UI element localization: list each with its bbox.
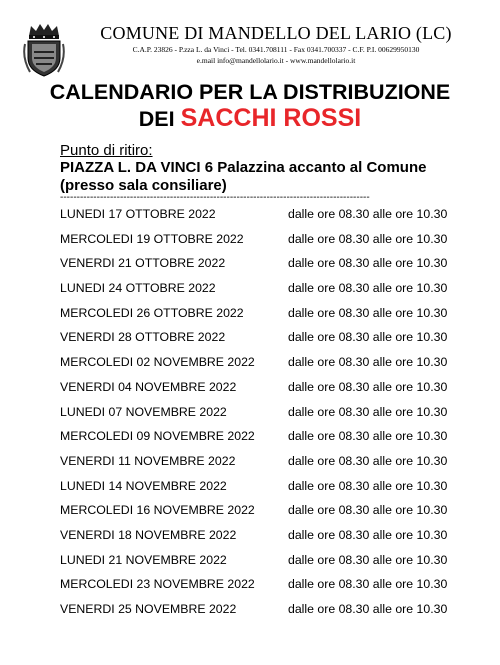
schedule-hours: dalle ore 08.30 alle ore 10.30 <box>288 404 448 419</box>
schedule-hours: dalle ore 08.30 alle ore 10.30 <box>288 231 448 246</box>
schedule-row <box>0 479 500 504</box>
schedule-date: VENERDI 25 NOVEMBRE 2022 <box>60 602 237 616</box>
schedule-date: LUNEDI 21 NOVEMBRE 2022 <box>60 552 227 567</box>
schedule-date: MERCOLEDI 19 OTTOBRE 2022 <box>60 231 244 246</box>
municipality-name: COMUNE DI MANDELLO DEL LARIO (LC) <box>100 23 452 43</box>
schedule-hours: dalle ore 08.30 alle ore 10.30 <box>288 453 448 468</box>
schedule-date: VENERDI 28 OTTOBRE 2022 <box>60 330 226 345</box>
schedule-row <box>0 553 500 578</box>
schedule-hours: dalle ore 08.30 alle ore 10.30 <box>288 577 448 592</box>
schedule-date: LUNEDI 14 NOVEMBRE 2022 <box>60 478 227 493</box>
schedule-row <box>0 528 500 553</box>
schedule-row <box>0 429 500 454</box>
schedule-row <box>0 256 500 281</box>
document-title-line-1: CALENDARIO PER LA DISTRIBUZIONE <box>49 80 451 104</box>
schedule-hours: dalle ore 08.30 alle ore 10.30 <box>288 503 448 518</box>
title-prefix: DEI <box>138 107 181 131</box>
title-highlight: SACCHI ROSSI <box>180 104 362 132</box>
schedule-row <box>0 602 500 627</box>
schedule-date: VENERDI 11 NOVEMBRE 2022 <box>60 453 236 468</box>
schedule-date: MERCOLEDI 09 NOVEMBRE 2022 <box>60 429 255 444</box>
schedule-hours: dalle ore 08.30 alle ore 10.30 <box>288 602 448 616</box>
schedule-row <box>0 281 500 306</box>
pickup-point-label: Punto di ritiro: <box>60 142 153 159</box>
schedule-hours: dalle ore 08.30 alle ore 10.30 <box>288 429 448 444</box>
schedule-date: VENERDI 21 OTTOBRE 2022 <box>60 256 226 271</box>
dashed-separator: --------------------------------------------------------------------------------------------- <box>60 193 370 203</box>
schedule-hours: dalle ore 08.30 alle ore 10.30 <box>288 478 448 493</box>
schedule-row <box>0 355 500 380</box>
contact-address-line: C.A.P. 23826 - P.zza L. da Vinci - Tel. 0341.708111 - Fax 0341.700337 - C.F. P.I. 00629950130 <box>132 45 420 54</box>
schedule-hours: dalle ore 08.30 alle ore 10.30 <box>288 527 448 542</box>
schedule-date: VENERDI 04 NOVEMBRE 2022 <box>60 379 237 394</box>
distribution-schedule <box>0 207 500 627</box>
schedule-date: LUNEDI 07 NOVEMBRE 2022 <box>60 404 227 419</box>
schedule-hours: dalle ore 08.30 alle ore 10.30 <box>288 305 448 320</box>
schedule-hours: dalle ore 08.30 alle ore 10.30 <box>288 281 448 296</box>
schedule-date: MERCOLEDI 02 NOVEMBRE 2022 <box>60 355 255 370</box>
schedule-row <box>0 405 500 430</box>
schedule-date: LUNEDI 24 OTTOBRE 2022 <box>60 281 216 296</box>
schedule-hours: dalle ore 08.30 alle ore 10.30 <box>288 355 448 370</box>
coat-of-arms-icon <box>22 22 66 78</box>
schedule-row <box>0 454 500 479</box>
pickup-point-address: PIAZZA L. DA VINCI 6 Palazzina accanto al Comune (presso sala consiliare) <box>60 159 427 194</box>
schedule-hours: dalle ore 08.30 alle ore 10.30 <box>288 330 448 345</box>
schedule-date: MERCOLEDI 26 OTTOBRE 2022 <box>60 305 244 320</box>
schedule-row <box>0 207 500 232</box>
schedule-row <box>0 380 500 405</box>
contact-email-line: e.mail info@mandellolario.it - www.mandellolario.it <box>196 56 356 65</box>
schedule-row <box>0 577 500 602</box>
schedule-date: VENERDI 18 NOVEMBRE 2022 <box>60 527 237 542</box>
schedule-date: MERCOLEDI 23 NOVEMBRE 2022 <box>60 577 255 592</box>
schedule-row <box>0 330 500 355</box>
schedule-row <box>0 503 500 528</box>
schedule-hours: dalle ore 08.30 alle ore 10.30 <box>288 256 448 271</box>
schedule-row <box>0 232 500 257</box>
document-title-line-2 <box>0 103 500 134</box>
schedule-date: LUNEDI 17 OTTOBRE 2022 <box>60 207 216 221</box>
schedule-hours: dalle ore 08.30 alle ore 10.30 <box>288 552 448 567</box>
schedule-row <box>0 306 500 331</box>
schedule-hours: dalle ore 08.30 alle ore 10.30 <box>288 379 448 394</box>
schedule-hours: dalle ore 08.30 alle ore 10.30 <box>288 207 448 221</box>
schedule-date: MERCOLEDI 16 NOVEMBRE 2022 <box>60 503 255 518</box>
